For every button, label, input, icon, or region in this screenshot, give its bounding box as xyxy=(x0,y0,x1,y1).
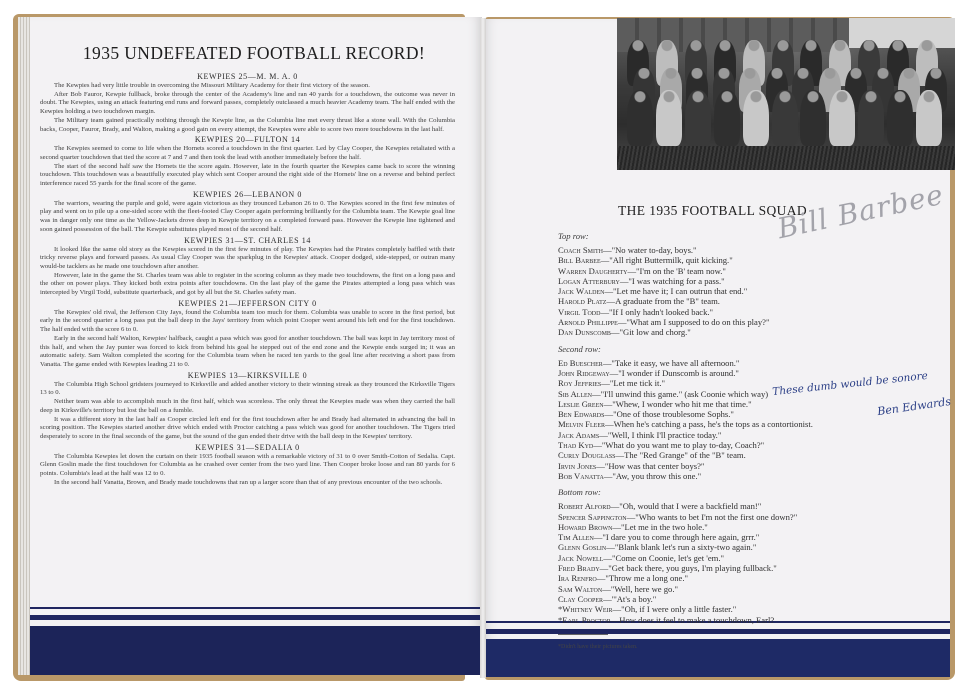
player-name: Logan Atterbury xyxy=(558,275,620,286)
game-heading: KEWPIES 21—JEFFERSON CITY 0 xyxy=(178,298,317,308)
player-name: Ed Buescher xyxy=(558,357,603,368)
photo-player-figure xyxy=(656,90,682,146)
player-quote: —"How was that center boys?" xyxy=(596,460,705,471)
player-quote: —"Well, I think I'll practice today." xyxy=(599,429,722,440)
photo-player-figure xyxy=(772,90,798,146)
player-quote: —"Come on Coonie, let's get 'em." xyxy=(603,552,724,563)
player-name: Curly Douglass xyxy=(558,450,616,461)
player-quote: —"If I only hadn't looked back." xyxy=(600,306,714,317)
player-name: John Ridgeway xyxy=(558,367,610,378)
team-photo xyxy=(617,18,955,170)
squad-title: THE 1935 FOOTBALL SQUAD xyxy=(618,203,808,218)
game-paragraph: The Kewpies seemed to come to life when the Hornets scored a touchdown in the first quarter. Led by Clay Cooper, the Kewpies retaliated with a second quarter touchdown that tied the score at 7 and 7 and then took the lead with another immediately before the half. xyxy=(40,145,455,161)
page-title: 1935 UNDEFEATED FOOTBALL RECORD! xyxy=(82,43,426,63)
navy-band-left xyxy=(30,626,480,675)
photo-player-figure xyxy=(800,90,826,146)
game-heading: KEWPIES 13—KIRKSVILLE 0 xyxy=(187,370,308,380)
player-quote: —"Blank blank let's run a sixty-two again." xyxy=(606,542,757,553)
player-name: Jack Adams xyxy=(558,429,600,440)
player-quote: —"'At's a boy." xyxy=(603,593,657,604)
row-label: Second row: xyxy=(558,343,601,354)
player-quote: —"All right Buttermilk, quit kicking." xyxy=(600,255,733,266)
player-quote: —"Aw, you throw this one." xyxy=(603,470,702,481)
handwritten-note: These dumb would be sonore xyxy=(771,369,929,399)
photo-player-figure xyxy=(916,90,942,146)
player-name: *Earl Proctor xyxy=(558,614,611,625)
player-name: Clay Cooper xyxy=(558,593,604,604)
roster-group xyxy=(558,501,948,625)
player-name: Robert Alford xyxy=(558,501,611,512)
game-heading: KEWPIES 31—SEDALIA 0 xyxy=(195,442,300,452)
game-paragraph: In the second half Vanatta, Brown, and Brady made touchdowns that ran up a larger score than that of any previous encounter of the two schools. xyxy=(54,478,443,486)
game-paragraph: The Columbia High School gridsters journeyed to Kirksville and added another victory to their winning streak as they trounced the Kirksville Tigers 13 to 0. xyxy=(40,380,455,397)
roster-entry xyxy=(558,419,948,429)
photo-grass xyxy=(617,146,955,170)
roster-entry xyxy=(558,296,948,306)
stripe-mid-left xyxy=(30,615,480,620)
player-quote: —How does it feel to make a touchdown, Earl? xyxy=(610,614,775,625)
player-quote: —"What am I supposed to do on this play?" xyxy=(617,317,770,328)
game-paragraph: The Columbia Kewpies let down the curtain on their 1935 football season with a remarkable victory of 31 to 0 over Smith-Cotton of Sedalia. Capt. Glenn Goslin made the first touchdown for Columbia as he crashed over center from the two yard line. Then Cooper broke loose and ran 80 yards for 6 points. Columbia's lead at the half was 12 to 0. xyxy=(40,452,455,478)
player-name: Jack Nowell xyxy=(558,552,604,563)
player-quote: —"No water to-day, boys." xyxy=(603,245,697,255)
player-name: Thad Kyd xyxy=(558,440,594,451)
roster-entry xyxy=(558,358,948,368)
player-name: Howard Brown xyxy=(558,521,613,532)
player-name: Irvin Jones xyxy=(558,460,597,471)
player-quote: —"Let me in the two hole." xyxy=(612,521,708,532)
roster-group xyxy=(558,245,948,338)
player-name: Sam Walton xyxy=(558,583,603,594)
player-quote: —A graduate from the "B" team. xyxy=(606,296,720,307)
roster-entry xyxy=(558,542,948,552)
player-quote: —"Take it easy, we have all afternoon." xyxy=(602,357,740,368)
roster-entry xyxy=(558,276,948,286)
player-quote: —"Whew, I wonder who hit me that time." xyxy=(603,398,752,409)
player-name: Harold Platz xyxy=(558,296,607,307)
footnote: *Didn't have their pictures taken. xyxy=(558,643,638,650)
roster-entry xyxy=(558,245,948,255)
game-paragraph: The Military team gained practically nothing through the Kewpie line, as the Columbia line met every thrust like a stone wall. With the Columbia backs, Cooper, Fauror, Brady, and Walton, making a good gain on every attempt, the Kewpies were able to score two more touchdowns in the last half. xyxy=(40,116,455,133)
player-quote: —The "Red Grange" of the "B" team. xyxy=(615,450,746,461)
row-label: Bottom row: xyxy=(558,487,601,498)
roster-entry xyxy=(558,532,948,542)
game-paragraph: It was a different story in the last half as Cooper circled left end for the first touchdown after he and Brady had alternated in advancing the ball in scoring position. The Kewpies started another drive which ended with Proctor catching a pass which was good for another touchdown. The Tigers tried desperately to score in the final seconds of the game, but the sound of the gun ended their drive with the ball deep in the Kewpies' territory. xyxy=(40,415,455,440)
roster-entry xyxy=(558,430,948,440)
photo-player-figure xyxy=(887,90,913,146)
player-quote: —"I wonder if Dunscomb is around." xyxy=(609,367,739,378)
player-name: Ira Renfro xyxy=(558,573,597,584)
game-heading: KEWPIES 31—ST. CHARLES 14 xyxy=(184,235,311,245)
player-quote: —"Get back there, you guys, I'm playing fullback." xyxy=(599,563,777,574)
player-name: Coach Smith xyxy=(558,245,603,255)
player-name: Fred Brady xyxy=(558,563,600,574)
roster-entry xyxy=(558,255,948,265)
player-name: Leslie Green xyxy=(558,398,604,409)
roster-entry xyxy=(558,471,948,481)
player-quote: —"What do you want me to play to-day, Coach?" xyxy=(593,440,765,451)
player-name: Tim Allen xyxy=(558,532,594,543)
player-quote: —"One of those troublesome Sophs." xyxy=(604,409,734,420)
player-quote: —"I'm on the 'B' team now." xyxy=(627,265,726,276)
roster-entry xyxy=(558,584,948,594)
player-name: Warren Daugherty xyxy=(558,265,628,276)
row-label: Top row: xyxy=(558,231,589,241)
roster-entry xyxy=(558,389,948,399)
roster-entry xyxy=(558,563,948,573)
game-paragraph: The warriors, wearing the purple and gold, were again victorious as they trounced Lebanon 26 to 0. The Kewpies scored in the first few minutes of play and went on to pile up a one-sided score with the fleet-footed Clay Cooper again performing brilliantly for the Columbia team. The Kewpie goal line was in danger only one time as the Yellow-Jackets drove deep in Kewpie territory on a completed forward pass. However the Kewpie line tightened and soon gained possession of the ball. The Kewpie substitutes played most of the second half. xyxy=(40,199,455,233)
photo-player-figure xyxy=(714,90,740,146)
game-paragraph: However, late in the game the St. Charles team was able to register in the scoring column as they made two touchdowns, the first on a long pass and the other on power plays. They kicked both extra points after touchdowns. On the last play of the game the Pirates attempted a long pass which was intercepted by Virgil Todd, substitute quarterback, and got by all but the St. Charles safety man. xyxy=(40,271,455,297)
roster-entry xyxy=(558,512,948,522)
game-paragraph: It looked like the same old story as the Kewpies scored in the first few minutes of play. The Kewpies had the Pirates completely baffled with their tricky reverse plays and forward passes. As usual Clay Cooper was the sparkplug in the Kewpies' attack. Cooper dodged, side-stepped, or outran many would-be tacklers as he made one touchdown after another. xyxy=(40,245,455,270)
game-paragraph: Early in the second half Walton, Kewpies' halfback, caught a pass which was good for another touchdown. The ball was kept in Jay territory most of this half, and when the Jay punter was forced to kick from behind his goal he stepped out of the end zone and the Kewpie ends surged in; it was an automatic safety. Sam Walton completed the scoring for the Columbia team when he raced ten yards to the goal line after receiving a short pass from Vanatta. The game ended with Kewpies leading 21 to 0. xyxy=(40,334,455,368)
player-name: Bill Barbee xyxy=(558,255,601,266)
roster-entry xyxy=(558,553,948,563)
photo-player-figure xyxy=(627,90,653,146)
roster-entry xyxy=(558,440,948,450)
photo-player-figure xyxy=(829,90,855,146)
squad-roster xyxy=(558,228,948,650)
roster-entry xyxy=(558,604,948,614)
player-name: Dan Dunscomb xyxy=(558,327,611,338)
player-name: Jack Walden xyxy=(558,286,605,297)
photo-player-figure xyxy=(858,90,884,146)
game-heading: KEWPIES 25—M. M. A. 0 xyxy=(197,72,298,81)
player-name: Virgil Todd xyxy=(558,306,601,317)
roster-entry xyxy=(558,615,948,625)
player-quote: —"I dare you to come through here again, grrr." xyxy=(593,532,760,543)
player-quote: —"Oh, if I were only a little faster." xyxy=(612,604,737,615)
player-quote: —"Oh, would that I were a backfield man!" xyxy=(610,501,762,512)
game-heading: KEWPIES 26—LEBANON 0 xyxy=(193,189,302,199)
player-name: *Whitney Weir xyxy=(558,604,613,615)
roster-entry xyxy=(558,266,948,276)
roster-entry xyxy=(558,501,948,511)
player-quote: —"Who wants to bet I'm not the first one down?" xyxy=(626,511,798,522)
player-name: Sib Allen xyxy=(558,388,592,399)
player-quote: —"I was watching for a pass." xyxy=(619,275,725,286)
roster-entry xyxy=(558,327,948,337)
player-name: Roy Jeffries xyxy=(558,378,602,389)
player-quote: —When he's catching a pass, he's the tops as a contortionist. xyxy=(605,419,813,430)
game-paragraph: The Kewpies had very little trouble in overcoming the Missouri Military Academy for their first victory of the season. xyxy=(54,82,370,89)
game-paragraph: Neither team was able to accomplish much in the first half, which was scoreless. The only threat the Kewpies made was when they carried the ball deep in Kirksville's territory but lost the ball on a fumble. xyxy=(40,398,455,414)
photo-player-figure xyxy=(685,90,711,146)
player-quote: —"Let me tick it." xyxy=(601,378,666,389)
player-quote: —"Well, here we go." xyxy=(602,583,678,594)
roster-entry xyxy=(558,461,948,471)
player-name: Ben Edwards xyxy=(558,409,605,420)
roster-entry xyxy=(558,286,948,296)
player-quote: —"I'll unwind this game." (ask Coonie which way) xyxy=(592,388,769,399)
player-name: Melvin Fleer xyxy=(558,419,606,430)
handwritten-signature: Ben Edwards xyxy=(876,394,952,419)
roster-entry xyxy=(558,573,948,583)
player-name: Arnold Phillippe xyxy=(558,317,618,328)
game-paragraph: The Kewpies' old rival, the Jefferson City Jays, found the Columbia team too much for them. Columbia was unable to score in the first period, but early in the second quarter a long pass put the ball deep in the Jays' territory from which point Cooper went around his left end for the first touchdown. The half ended with the score 6 to 0. xyxy=(40,308,455,334)
roster-entry xyxy=(558,317,948,327)
roster-entry xyxy=(558,594,948,604)
roster-entry xyxy=(558,450,948,460)
player-quote: —"Throw me a long one." xyxy=(596,573,689,584)
game-heading: KEWPIES 20—FULTON 14 xyxy=(194,135,301,145)
player-quote: —"Let me have it; I can outrun that end." xyxy=(604,286,748,297)
photo-player-figure xyxy=(743,90,769,146)
autograph-signature: Bill Barbee xyxy=(774,177,947,246)
stripe-thin-left xyxy=(30,607,480,609)
game-records xyxy=(40,71,455,487)
game-paragraph: The start of the second half saw the Hornets tie the score again. However, late in the fourth quarter the Kewpies came back to score the winning touchdown. This touchdown was a beautifully executed play which sent Cooper around the right side of the Hornets' line on a reverse and behind perfect interference raced 55 yards for the final score of the game. xyxy=(40,162,455,188)
book-gutter xyxy=(480,18,486,678)
footnote-rule xyxy=(558,634,608,635)
roster-entry xyxy=(558,522,948,532)
roster-entry xyxy=(558,307,948,317)
player-name: Bob Vanatta xyxy=(558,470,604,481)
player-quote: —"Git low and chorg." xyxy=(610,327,691,338)
player-name: Spencer Sappington xyxy=(558,511,627,522)
player-name: Glenn Goslin xyxy=(558,542,607,553)
game-paragraph: After Bob Fauror, Kewpie fullback, broke through the center of the Academy's line and ran 40 yards for a touchdown, the outcome was never in doubt. The Kewpies, using an attack featuring end runs and forward passes, completely outclassed a much heavier Academy team. The half ended with the Kewpies holding a two touchdown margin. xyxy=(40,90,455,116)
